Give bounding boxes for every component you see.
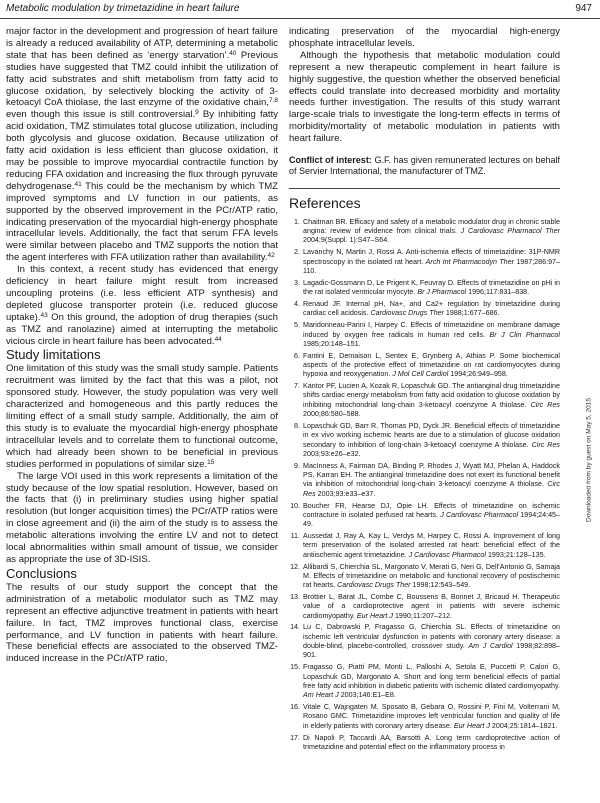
conflict-of-interest: Conflict of interest: G.F. has given remunerated lectures on behalf of Servier International, the manufacturer of TMZ. [289,155,561,177]
limitations-paragraph-2: The large VOI used in this work represents a limitation of the study because of the low spatial resolution. However, based on the facts that (i) in preliminary studies using higher spatial resolution (but longer acquisition times) the PCr/ATP ratios were in close agreement and (ii) the aim of the study is to assess the metabolic alterations involving the entire LV and not to detect local abnormalities within small amount of tissue, we consider as appropriate the use of 3D-ISIS. [6,470,278,565]
reference-item: 3. Lagadic-Gossmann D, Le Prigent K, Feuvray D. Effects of trimetazidine on pHi in the rat isolated ventricular myocyte. Br J Pharmacol 1996;117:831–838. [294,278,560,297]
reference-item: 14. Lu C, Dabrowski P, Fragasso G, Chierchia SL. Effects of trimetazidine on ischemic left ventricular dysfunction in patients with coronary artery disease: a double-blind, placebo-controlled, crossover study. Am J Cardiol 1998;82:898–901. [290,623,560,660]
conclusions-paragraph: The results of our study support the concept that the administration of a metabolic modulator such as TMZ may represent an effective adjunctive treatment in patients with heart failure. In fact, TMZ improves functional class, exercise performance, and LV function in patients with heart failure. These beneficial effects are associated to the observed TMZ-induced increase in the PCr/ATP ratio, [6,581,278,665]
reference-item: 13. Brottier L, Barat JL, Combe C, Boussens B, Bonnet J, Bricaud H. Therapeutic value of a cardioprotective agent in patients with severe ischemic cardiomyopathy. Eur Heart J 1990;11:207–212. [290,592,560,620]
left-column [6,26,278,665]
discussion-paragraph-1: major factor in the development and progression of heart failure is already a reduced availability of ATP, determining a metabolic state that has been defined as ‘energy starvation’.$^{40}$ Previous studies have suggested that TMZ could inhibit the utilization of fatty acid substrates and shift metabolism from fatty acid to glucose oxidation, by selectively blocking the activity of 3-ketoacyl CoA thiolase, the last enzyme of the oxidative chain,$^{7,8}$ even though this issue is still controversial.$^9$ By inhibiting fatty acid oxidation, TMZ stimulates total glucose utilization, including both glycolysis and glucose oxidation. Because utilization of fatty acid oxidation is less efficient than glucose oxidation, it may be possible to improve myocardial contractile function by reducing FFA oxidation and increasing the flux through pyruvate dehydrogenase.$^{41}$ This could be the mechanism by which TMZ improved symptoms and LV function in our patients, as supported by the observed improvement in the PCr/ATP ratio, indicating preservation of the myocardial high-energy phosphate intracellular levels. Additionally, the fact that serum FFA levels were similar between placebo and TMZ supports the notion that the agent interferes with FFA utilization rather than availability.$^{42}$ [6,26,279,264]
study-limitations-heading: Study limitations [6,347,101,363]
reference-item: 9. MacInness A, Fairman DA, Binding P, Rhodes J, Wyatt MJ, Phelan A, Haddock PS, Karran EH. The antianginal trimetazidine does not exert its functional benefit via inhibition of mitochondrial long-chain 3-ketoacyl coenzyme A thiolase. Circ Res 2003;93:e33–e37. [294,461,560,498]
reference-item: 17. Di Napoli P, Taccardi AA, Barsotti A. Long term cardioprotective action of trimetazidine and potential effect on the inflammatory process in [290,733,560,751]
limitations-paragraph-1: One limitation of this study was the small study sample. Patients recruitment was limited by the fact that this was a pilot, not sponsored study. However, the study population was very well characterized and homogeneous and this partly reduces the limiting effect of a small study sample. Additionally, the aim of this study is to evaluate the myocardial high-energy phosphate intracellular levels and to correlate them to functional outcome, which had already been shown to be beneficial in previous studies performed in populations of similar size.$^{15}$ [6,363,278,470]
running-title: Metabolic modulation by trimetazidine in heart failure [6,3,240,14]
right-column [289,26,560,755]
conflict-label: Conflict of interest: [289,155,372,166]
reference-item: 8. Lopaschuk GD, Barr R, Thomas PD, Dyck JR. Beneficial effects of trimetazidine in ex vivo working ischemic hearts are due to a stimulation of glucose oxidation secondary to inhibition of long-chain 3-ketoacyl coenzyme A thiolase. Circ Res 2003;93:e26–e32. [294,421,560,458]
reference-item: 1. Chaitman BR. Efficacy and safety of a metabolic modulator drug in chronic stable angina: review of evidence from clinical trials. J Cardiovasc Pharmacol Ther 2004;9(Suppl. 1):S47–S64. [294,217,560,245]
reference-item: 16. Vitale C, Wajngaten M, Sposato B, Gebara O, Rossini P, Fini M, Volterrani M, Rosano GMC. Trimetazidine improves left ventricular function and quality of life in elderly patients with coronary artery disease. Eur Heart J 2004;25:1814–1821. [290,703,560,730]
conclusions-heading: Conclusions [6,565,77,581]
reference-item: 10. Boucher FR, Hearse DJ, Opie LH. Effects of trimetazidine on ischemic contracture in isolated perfused rat hearts. J Cardiovasc Pharmacol 1994;24:45–49. [290,501,560,529]
reference-item: 6. Fantini E, Demaison L, Sentex E, Grynberg A, Athias P. Some biochemical aspects of the protective effect of trimetazidine on rat cardiomyocytes during hypoxia and reoxygenation. J Mol Cell Cardiol 1994;26:949–958. [294,351,560,379]
reference-item: 4. Renaud JF. Internal pH, Na+, and Ca2+ regulation by trimetazidine during cardiac cell acidosis. Cardiovasc Drugs Ther 1988;1:677–686. [294,300,560,318]
reference-item: 12. Allibardi S, Chierchia SL, Margonato V, Merati G, Neri G, Dell’Antonio G, Samaja M. Effects of trimetazidine on metabolic and functional recovery of postischemic rat hearts. Cardiovasc Drugs Ther 1998;12:543–549. [290,562,560,590]
reference-item: 15. Fragasso G, Piatti PM, Monti L, Palloshi A, Setola E, Puccetti P, Calori G, Lopaschuk GD, Margonato A. Short and long term beneficial effects of partial free fatty acid inhibition in diabetic patients with ischemic dilated cardiomyopathy. Am Heart J 2003;146:E1–E8. [290,663,560,700]
download-watermark: Downloaded from by guest on May 5, 2015 [585,398,593,522]
discussion-paragraph-2: In this context, a recent study has evidenced that energy deficiency in heart failure might result from increased uncoupling proteins (i.e. less efficient ATP synthesis) and depleted glucose transporter protein (i.e. reduced glucose uptake).$^{43}$ On this ground, the adoption of drug therapies (such as TMZ and ranolazine) aimed at interrupting the metabolic vicious circle in heart failure has been advocated.$^{44}$ [6,264,278,347]
reference-item: 5. Maridonneau-Parini I, Harpey C. Effects of trimetazidine on membrane damage induced by oxygen free radicals in human red cells. Br J Clin Pharmacol 1985;20:148–151. [294,321,560,348]
reference-item: 2. Lavanchy N, Martin J, Rossi A. Anti-ischemia effects of trimetazidine: 31P-NMR spectroscopy in the isolated rat heart. Arch Int Pharmacodyn Ther 1987;286:97–110. [294,248,560,275]
references-heading: References [289,194,361,211]
reference-item: 11. Aussedat J, Ray A, Kay L, Verdys M, Harpey C, Rossi A. Improvement of long term preservation of the isolated arrested rat heart: beneficial effect of the antiischemic agent trimetazidine. J Cardiovasc Pharmacol 1993;21:128–135. [290,532,560,559]
references-section [289,188,560,212]
page-number: 947 [575,3,592,14]
reference-list [289,218,560,752]
running-header [0,0,600,19]
conclusions-paragraph-cont: indicating preservation of the myocardial high-energy phosphate intracellular levels. [289,26,560,49]
conclusions-paragraph-2: Although the hypothesis that metabolic modulation could represent a new therapeutic complement in heart failure is highly suggestive, the question whether the observed beneficial effects could translate into decreased morbidity and mortality needs further investigation. The results of this study warrant large-scale trials to investigate the long-term effects in terms of morbidity/mortality of metabolic modulation in patients with heart failure. [289,49,560,145]
reference-item: 7. Kantor PF, Lucien A, Kozak R, Lopaschuk GD. The antianginal drug trimetazidine shifts cardiac energy metabolism from fatty acid oxidation to glucose oxidation by inhibiting mitochondrial long-chain 3-ketoacyl coenzyme A thiolase. Circ Res 2000;86:580–588. [294,382,560,419]
